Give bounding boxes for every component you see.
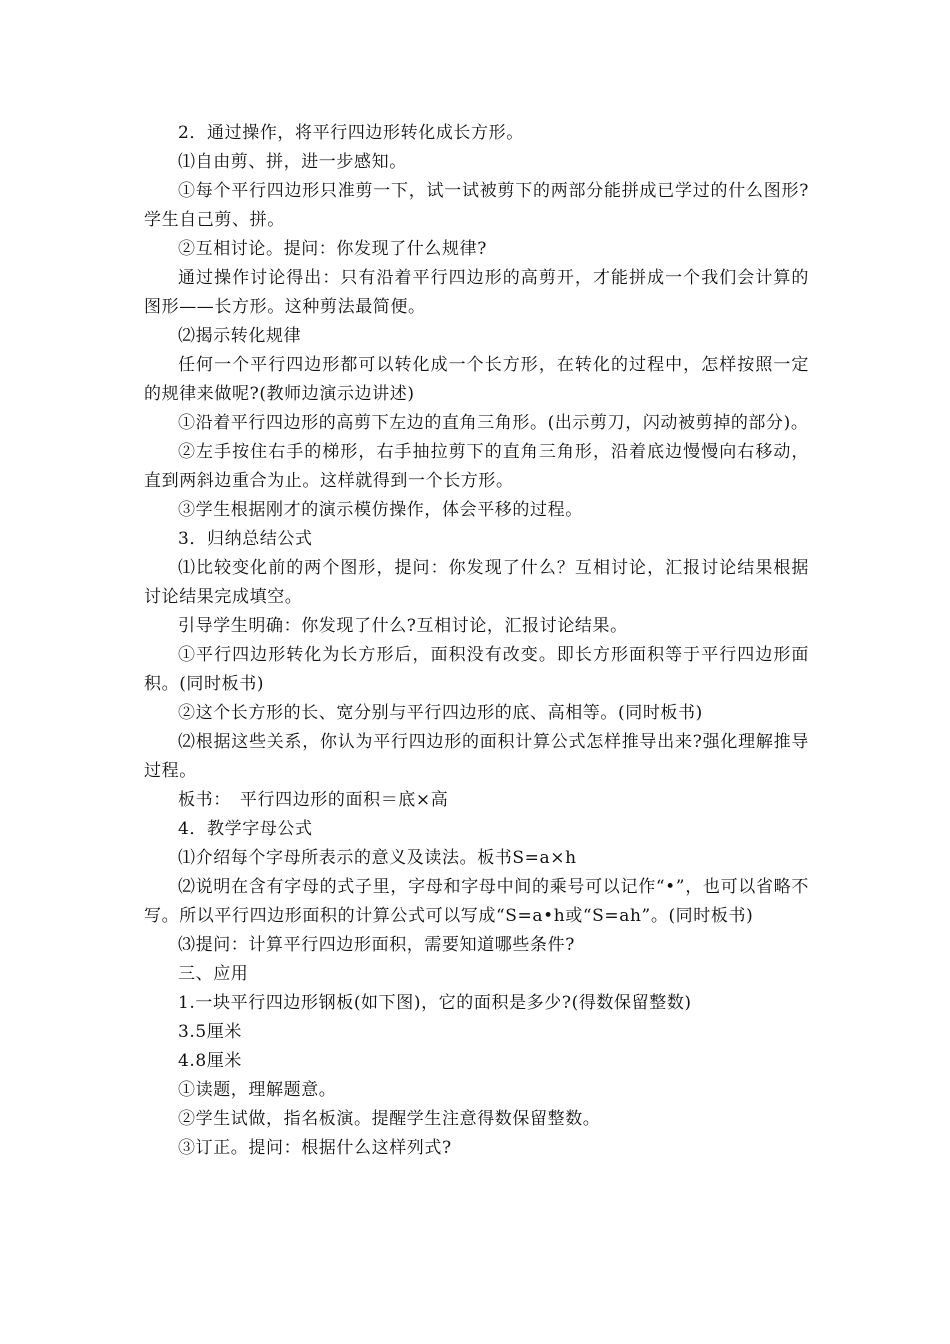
paragraph: 3．归纳总结公式 (178, 529, 313, 549)
paragraph: ②学生试做，指名板演。提醒学生注意得数保留整数。 (178, 1109, 601, 1129)
paragraph: ①平行四边形转化为长方形后，面积没有改变。即长方形面积等于平行四边形面积。(同时板书) (144, 645, 809, 694)
paragraph: 1.一块平行四边形钢板(如下图)，它的面积是多少?(得数保留整数) (178, 993, 692, 1013)
paragraph: ③订正。提问：根据什么这样列式? (178, 1138, 452, 1158)
paragraph: ②这个长方形的长、宽分别与平行四边形的底、高相等。(同时板书) (178, 703, 703, 723)
paragraph: ⑴比较变化前的两个图形，提问：你发现了什么？互相讨论，汇报讨论结果根据讨论结果完成填空。 (144, 558, 809, 607)
paragraph: 2．通过操作，将平行四边形转化成长方形。 (178, 123, 524, 143)
paragraph: 任何一个平行四边形都可以转化成一个长方形，在转化的过程中，怎样按照一定的规律来做呢?(教师边演示边讲述) (144, 355, 809, 404)
paragraph: ②互相讨论。提问：你发现了什么规律? (178, 239, 487, 259)
paragraph: ⑵根据这些关系，你认为平行四边形的面积计算公式怎样推导出来?强化理解推导过程。 (144, 732, 809, 781)
paragraph: 三、应用 (178, 964, 249, 984)
paragraph: 引导学生明确：你发现了什么?互相讨论，汇报讨论结果。 (178, 616, 628, 636)
paragraph: 3.5厘米 (178, 1022, 243, 1042)
paragraph: 板书： 平行四边形的面积＝底×高 (178, 790, 449, 810)
document-body (144, 119, 809, 1163)
paragraph: ③学生根据刚才的演示模仿操作，体会平移的过程。 (178, 500, 583, 520)
paragraph: ①每个平行四边形只准剪一下，试一试被剪下的两部分能拼成已学过的什么图形?学生自己剪、拼。 (144, 181, 809, 230)
paragraph: ⑵揭示转化规律 (178, 326, 302, 346)
paragraph: 通过操作讨论得出：只有沿着平行四边形的高剪开，才能拼成一个我们会计算的图形——长方形。这种剪法最简便。 (144, 268, 809, 317)
paragraph: ⑴介绍每个字母所表示的意义及读法。板书S=a×h (178, 848, 577, 868)
paragraph: ⑴自由剪、拼，进一步感知。 (178, 152, 407, 172)
paragraph: 4．教学字母公式 (178, 819, 313, 839)
paragraph: ①读题，理解题意。 (178, 1080, 337, 1100)
paragraph: 4.8厘米 (178, 1051, 243, 1071)
paragraph: ①沿着平行四边形的高剪下左边的直角三角形。(出示剪刀，闪动被剪掉的部分)。 (178, 413, 809, 433)
paragraph: ②左手按住右手的梯形，右手抽拉剪下的直角三角形，沿着底边慢慢向右移动，直到两斜边重合为止。这样就得到一个长方形。 (144, 442, 809, 491)
paragraph: ⑶提问：计算平行四边形面积，需要知道哪些条件? (178, 935, 575, 955)
paragraph: ⑵说明在含有字母的式子里，字母和字母中间的乘号可以记作“•”，也可以省略不写。所以平行四边形面积的计算公式可以写成“S=a•h或“S=ah”。(同时板书) (144, 877, 809, 926)
